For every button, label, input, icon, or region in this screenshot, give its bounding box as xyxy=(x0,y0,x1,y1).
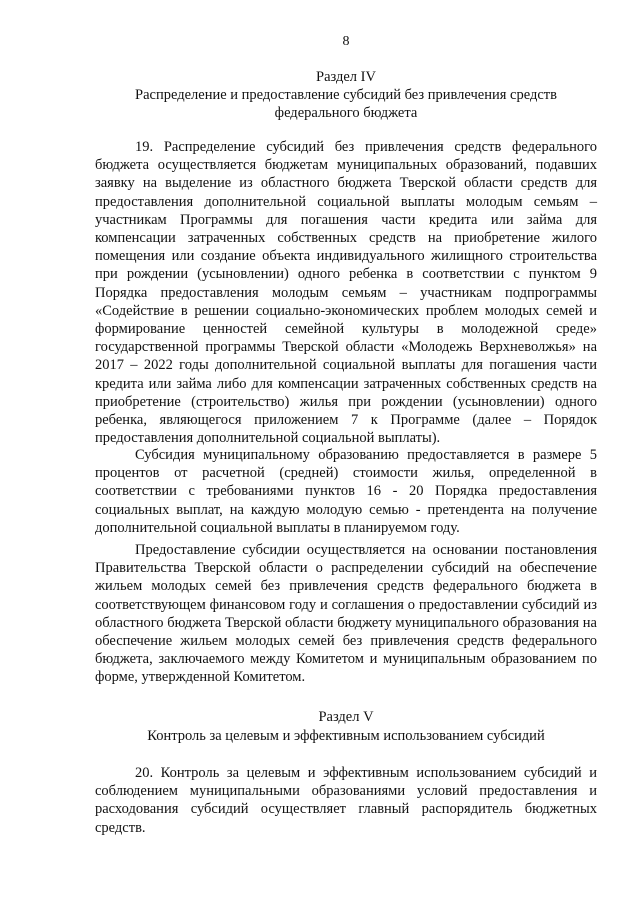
section-4-paragraph-19: 19. Распределение субсидий без привлечения средств федерального бюджета осуществляется бюджетам муниципальных образований, подавших заявку на выделение из областного бюджета Тверской области средств для предоставления дополнительной социальной выплаты молодым семьям – участникам Программы для погашения части кредита или займа для компенсации затраченных собственных средств на приобретение жилого помещения или создание объекта индивидуального жилищного строительства при рождении (усыновлении) одного ребенка в соответствии с пунктом 9 Порядка предоставления молодым семьям – участникам подпрограммы «Содействие в решении социально-экономических проблем молодых семей и формирование ценностей семейной культуры в молодежной среде» государственной программы Тверской области «Молодежь Верхневолжья» на 2017 – 2022 годы дополнительной социальной выплаты для погашения части кредита или займа либо для компенсации затраченных собственных средств на приобретение (строительство) жилья при рождении (усыновлении) одного ребенка, являющегося приложением 7 к Программе (далее – Порядок предоставления дополнительной социальной выплаты). xyxy=(95,139,597,447)
section-4-paragraph-subsidy-provision: Предоставление субсидии осуществляется на основании постановления Правительства Тверской области о распределении субсидий на обеспечение жильем молодых семей без привлечения средств федерального бюджета в соответствующем финансовом году и соглашения о предоставлении субсидий из областного бюджета Тверской области бюджету муниципального образования на обеспечение жильем молодых семей без привлечения средств федерального бюджета, заключаемого между Комитетом и муниципальным образованием по форме, утвержденной Комитетом. xyxy=(95,542,597,686)
section-4-title-line-1: Распределение и предоставление субсидий без привлечения средств xyxy=(135,87,557,103)
section-5-paragraph-20: 20. Контроль за целевым и эффективным использованием субсидий и соблюдением муниципальными образованиями условий предоставления и расходования субсидий осуществляет главный распорядитель бюджетных средств. xyxy=(95,765,597,836)
section-5-title: Контроль за целевым и эффективным использованием субсидий xyxy=(147,728,545,744)
page-number: 8 xyxy=(342,34,350,49)
section-4-title-line-2: федерального бюджета xyxy=(274,105,418,121)
section-4-paragraph-subsidy-size: Субсидия муниципальному образованию предоставляется в размере 5 процентов от расчетной (средней) стоимости жилья, определенной в соответствии с требованиями пунктов 16 - 20 Порядка предоставления социальных выплат, на каждую молодую семью - претендента на получение дополнительной социальной выплаты в планируемом году. xyxy=(95,447,597,536)
document-page xyxy=(95,0,597,905)
section-5-label: Раздел V xyxy=(318,709,374,725)
section-4-label: Раздел IV xyxy=(316,69,376,85)
